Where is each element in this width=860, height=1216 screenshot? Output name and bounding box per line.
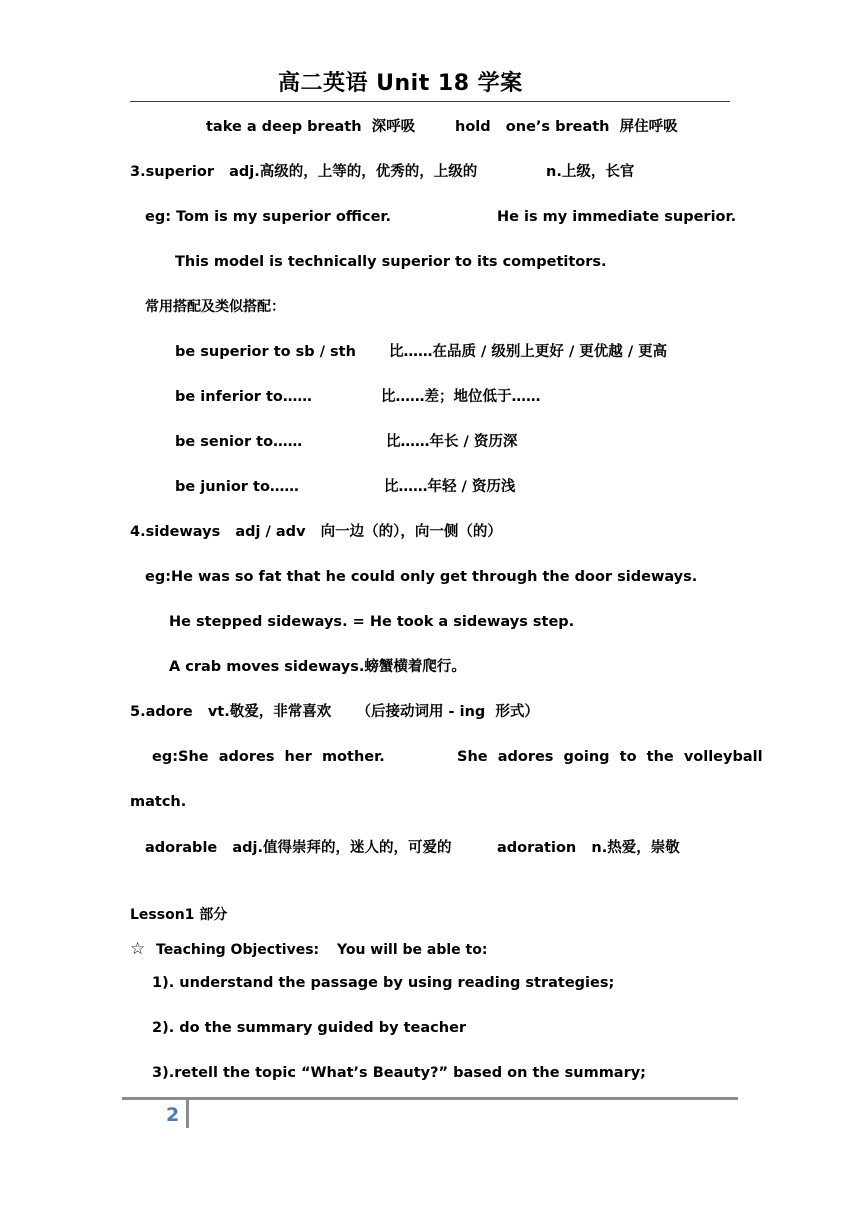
phrase-hold-breath: hold one’s breath 屏住呼吸 xyxy=(455,119,678,135)
phrase-take-a-deep-breath: take a deep breath 深呼吸 xyxy=(206,119,416,135)
example-sideways-3: A crab moves sideways.螃蟹横着爬行。 xyxy=(169,659,466,675)
section-heading-lesson1: Lesson1 部分 xyxy=(130,907,228,923)
collocation-senior: be senior to…… xyxy=(175,434,303,450)
example-superior-3: This model is technically superior to its competitors. xyxy=(175,254,607,270)
vocab-adorable: adorable adj.值得崇拜的，迷人的，可爱的 xyxy=(145,840,452,856)
collocations-heading: 常用搭配及类似搭配： xyxy=(145,299,285,315)
vocab-sideways-heading: 4.sideways adj / adv 向一边（的），向一侧（的） xyxy=(130,524,502,540)
page-number-separator xyxy=(186,1100,189,1128)
collocation-senior-meaning: 比……年长 / 资历深 xyxy=(386,434,518,450)
footer-divider xyxy=(122,1097,738,1100)
vocab-adoration: adoration n.热爱，崇敬 xyxy=(497,840,680,856)
objective-3: 3).retell the topic “What’s Beauty?” based on the summary; xyxy=(152,1065,646,1081)
page-number: 2 xyxy=(166,1104,180,1126)
example-adore-2-continued: match. xyxy=(130,794,187,810)
collocation-superior: be superior to sb / sth xyxy=(175,344,356,360)
teaching-objectives-intro: You will be able to: xyxy=(337,942,488,958)
vocab-superior-heading: 3.superior adj.高级的，上等的，优秀的，上级的 xyxy=(130,164,478,180)
vocab-superior-noun: n.上级，长官 xyxy=(546,164,635,180)
collocation-junior: be junior to…… xyxy=(175,479,299,495)
example-adore-1: eg:She adores her mother. xyxy=(152,749,385,765)
teaching-objectives-label: Teaching Objectives: xyxy=(156,942,320,958)
collocation-superior-meaning: 比……在品质 / 级别上更好 / 更优越 / 更高 xyxy=(389,344,668,360)
header-divider xyxy=(130,101,730,102)
collocation-inferior-meaning: 比……差；地位低于…… xyxy=(381,389,541,405)
example-sideways-2: He stepped sideways. = He took a sideways step. xyxy=(169,614,575,630)
objective-2: 2). do the summary guided by teacher xyxy=(152,1020,467,1036)
example-adore-2: She adores going to the volleyball xyxy=(457,749,763,765)
vocab-adore-heading: 5.adore vt.敬爱，非常喜欢 （后接动词用 - ing 形式） xyxy=(130,704,539,720)
example-sideways-1: eg:He was so fat that he could only get through the door sideways. xyxy=(145,569,698,585)
star-icon: ☆ xyxy=(130,939,146,959)
example-superior-2: He is my immediate superior. xyxy=(497,209,737,225)
collocation-inferior: be inferior to…… xyxy=(175,389,312,405)
page-title: 高二英语 Unit 18 学案 xyxy=(278,71,523,96)
objective-1: 1). understand the passage by using reading strategies; xyxy=(152,975,615,991)
collocation-junior-meaning: 比……年轻 / 资历浅 xyxy=(384,479,516,495)
example-superior-1: eg: Tom is my superior officer. xyxy=(145,209,392,225)
